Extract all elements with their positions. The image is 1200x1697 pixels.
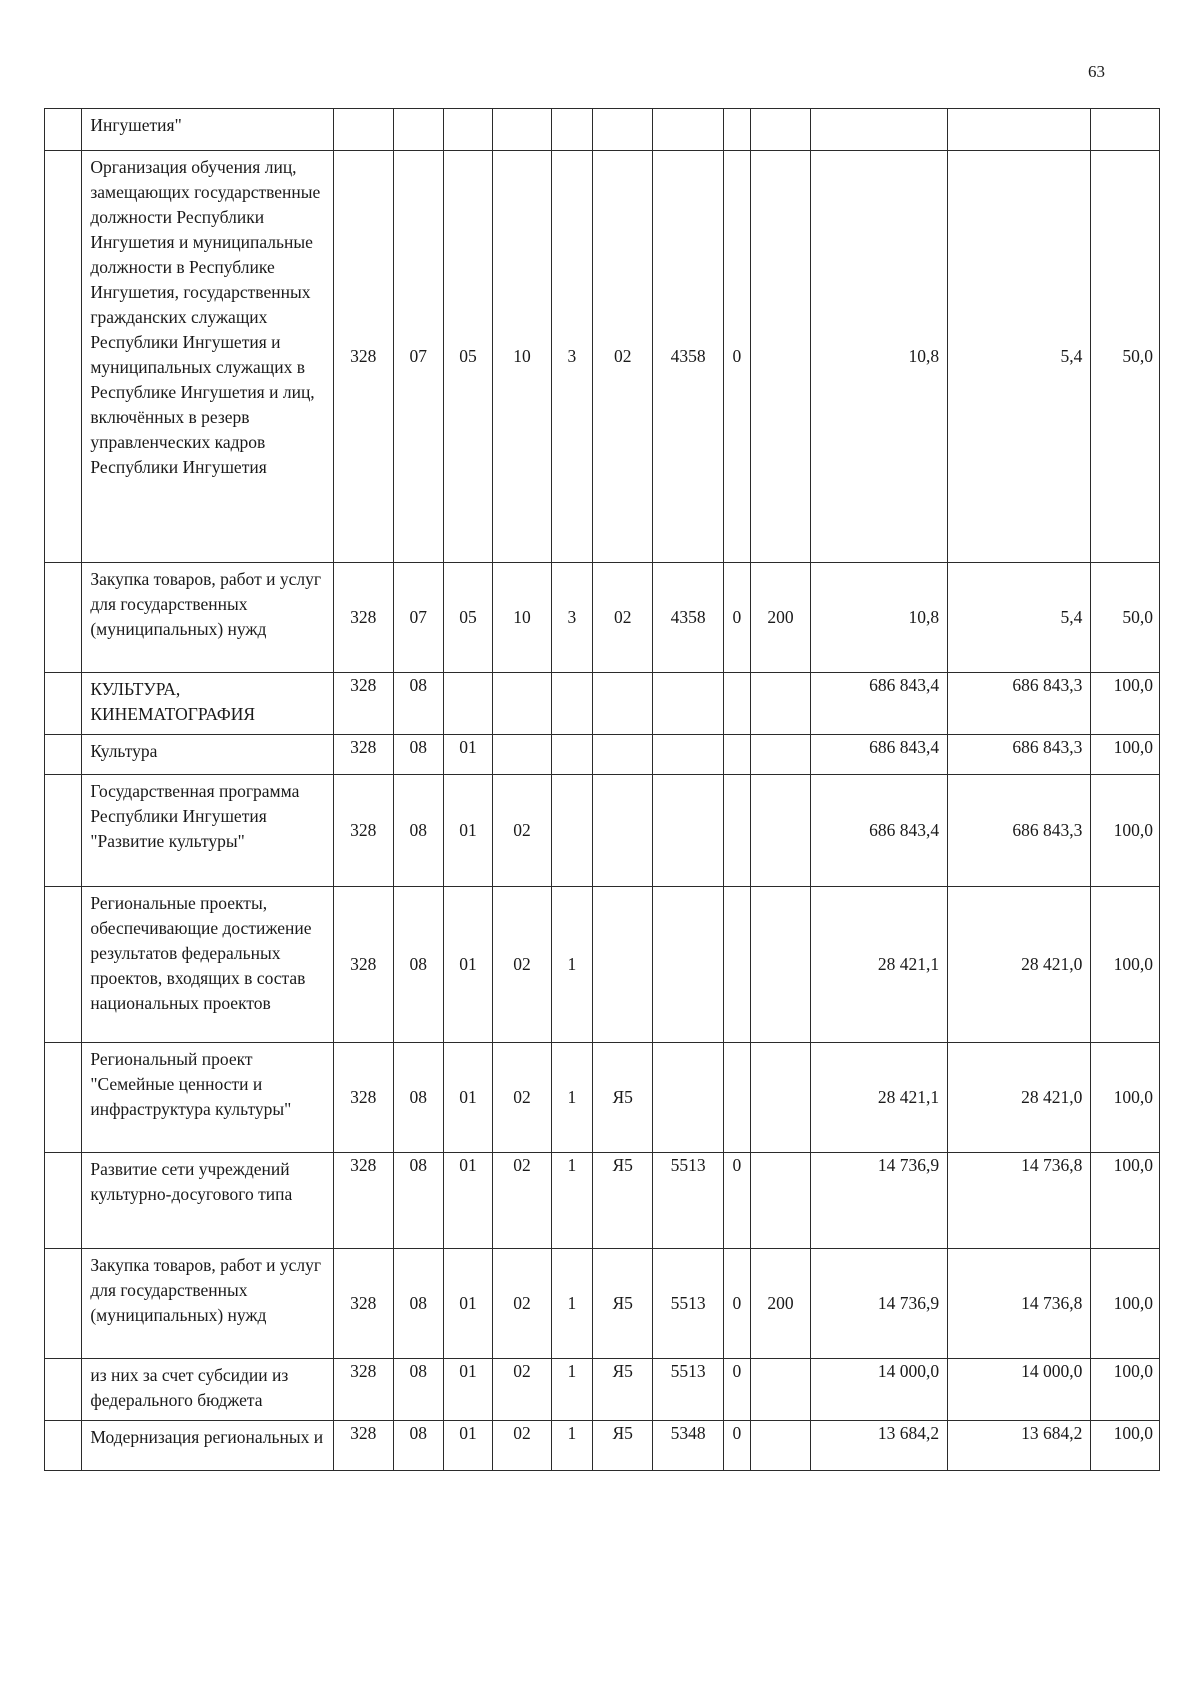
admin-code-cell: 328 [333,151,393,563]
page-number: 63 [1088,62,1105,81]
direction-suffix-cell: 0 [723,1249,750,1359]
executed-amount-cell: 14 736,8 [948,1249,1091,1359]
subsection-code-cell: 01 [443,775,493,887]
percent-cell: 100,0 [1091,673,1160,735]
executed-amount-cell: 5,4 [948,151,1091,563]
direction-code-cell [653,673,724,735]
item-name-cell: Культура [82,735,333,775]
direction-code-cell [653,735,724,775]
expense-type-cell [750,151,810,563]
program-code-cell: 02 [493,1043,551,1153]
percent-cell [1091,109,1160,151]
subsection-code-cell: 01 [443,1043,493,1153]
row-number-cell [45,735,82,775]
table-row [45,109,1160,151]
direction-suffix-cell: 0 [723,1153,750,1249]
executed-amount-cell [948,109,1091,151]
admin-code-cell: 328 [333,1359,393,1421]
section-code-cell: 08 [393,887,443,1043]
budget-table [44,108,1160,1471]
item-name-cell: Закупка товаров, работ и услуг для государственных (муниципальных) нужд [82,1249,333,1359]
event-code-cell [593,775,653,887]
expense-type-cell [750,775,810,887]
event-code-cell: Я5 [593,1249,653,1359]
executed-amount-cell: 14 736,8 [948,1153,1091,1249]
expense-type-cell [750,1043,810,1153]
section-code-cell [393,109,443,151]
program-code-cell: 02 [493,1153,551,1249]
item-name-cell: Организация обучения лиц, замещающих государственные должности Республики Ингушетия и муниципальные должности в Республике Ингушетия, государственных гражданских служащих Республики Ингушетия и муниципальных служащих в Республике Ингушетия и лиц, включённых в резерв управленческих кадров Республики Ингушетия [82,151,333,563]
direction-suffix-cell: 0 [723,151,750,563]
subprogram-code-cell [551,735,593,775]
planned-amount-cell: 14 736,9 [811,1153,948,1249]
row-number-cell [45,1043,82,1153]
subprogram-code-cell [551,673,593,735]
planned-amount-cell: 10,8 [811,563,948,673]
section-code-cell: 07 [393,151,443,563]
subsection-code-cell: 01 [443,1153,493,1249]
event-code-cell: Я5 [593,1043,653,1153]
planned-amount-cell: 686 843,4 [811,735,948,775]
program-code-cell: 02 [493,1421,551,1471]
executed-amount-cell: 5,4 [948,563,1091,673]
event-code-cell [593,887,653,1043]
table-row [45,887,1160,1043]
expense-type-cell [750,887,810,1043]
planned-amount-cell: 28 421,1 [811,1043,948,1153]
item-name-cell: Ингушетия" [82,109,333,151]
section-code-cell: 08 [393,1421,443,1471]
program-code-cell [493,109,551,151]
section-code-cell: 08 [393,1153,443,1249]
subprogram-code-cell: 1 [551,1421,593,1471]
row-number-cell [45,775,82,887]
direction-suffix-cell: 0 [723,1359,750,1421]
row-number-cell [45,1359,82,1421]
admin-code-cell: 328 [333,1043,393,1153]
row-number-cell [45,563,82,673]
event-code-cell: Я5 [593,1153,653,1249]
item-name-cell: из них за счет субсидии из федерального бюджета [82,1359,333,1421]
percent-cell: 100,0 [1091,1421,1160,1471]
admin-code-cell: 328 [333,673,393,735]
percent-cell: 50,0 [1091,563,1160,673]
planned-amount-cell: 13 684,2 [811,1421,948,1471]
direction-suffix-cell [723,673,750,735]
row-number-cell [45,887,82,1043]
table-row [45,673,1160,735]
subprogram-code-cell: 1 [551,1249,593,1359]
program-code-cell [493,735,551,775]
row-number-cell [45,673,82,735]
expense-type-cell [750,1153,810,1249]
table-row [45,1153,1160,1249]
direction-suffix-cell [723,887,750,1043]
direction-code-cell: 5513 [653,1249,724,1359]
subsection-code-cell [443,109,493,151]
event-code-cell [593,673,653,735]
direction-suffix-cell [723,1043,750,1153]
direction-code-cell: 5513 [653,1359,724,1421]
planned-amount-cell: 14 736,9 [811,1249,948,1359]
section-code-cell: 08 [393,673,443,735]
direction-code-cell: 5513 [653,1153,724,1249]
expense-type-cell [750,1359,810,1421]
table-body [45,109,1160,1471]
program-code-cell: 02 [493,887,551,1043]
planned-amount-cell: 686 843,4 [811,673,948,735]
table-row [45,151,1160,563]
section-code-cell: 08 [393,775,443,887]
table-row [45,1043,1160,1153]
subprogram-code-cell [551,775,593,887]
executed-amount-cell: 686 843,3 [948,673,1091,735]
direction-suffix-cell [723,735,750,775]
planned-amount-cell [811,109,948,151]
event-code-cell [593,735,653,775]
table-row [45,775,1160,887]
item-name-cell: Региональные проекты, обеспечивающие достижение результатов федеральных проектов, входящих в состав национальных проектов [82,887,333,1043]
item-name-cell: Региональный проект "Семейные ценности и инфраструктура культуры" [82,1043,333,1153]
row-number-cell [45,1153,82,1249]
section-code-cell: 08 [393,735,443,775]
subprogram-code-cell: 1 [551,1153,593,1249]
table-row [45,1359,1160,1421]
expense-type-cell [750,735,810,775]
subsection-code-cell: 01 [443,1359,493,1421]
admin-code-cell: 328 [333,887,393,1043]
subprogram-code-cell: 1 [551,1359,593,1421]
planned-amount-cell: 28 421,1 [811,887,948,1043]
event-code-cell: 02 [593,151,653,563]
expense-type-cell [750,1421,810,1471]
event-code-cell: Я5 [593,1359,653,1421]
section-code-cell: 08 [393,1249,443,1359]
executed-amount-cell: 13 684,2 [948,1421,1091,1471]
admin-code-cell: 328 [333,775,393,887]
executed-amount-cell: 686 843,3 [948,775,1091,887]
direction-suffix-cell: 0 [723,563,750,673]
subprogram-code-cell [551,109,593,151]
direction-code-cell [653,887,724,1043]
subsection-code-cell: 05 [443,151,493,563]
section-code-cell: 08 [393,1043,443,1153]
event-code-cell: Я5 [593,1421,653,1471]
admin-code-cell: 328 [333,1153,393,1249]
expense-type-cell: 200 [750,1249,810,1359]
percent-cell: 100,0 [1091,1249,1160,1359]
direction-suffix-cell [723,109,750,151]
admin-code-cell: 328 [333,1249,393,1359]
table-row [45,1421,1160,1471]
percent-cell: 50,0 [1091,151,1160,563]
subprogram-code-cell: 1 [551,1043,593,1153]
section-code-cell: 07 [393,563,443,673]
direction-code-cell: 5348 [653,1421,724,1471]
direction-code-cell [653,775,724,887]
executed-amount-cell: 686 843,3 [948,735,1091,775]
table-row [45,563,1160,673]
direction-suffix-cell [723,775,750,887]
planned-amount-cell: 14 000,0 [811,1359,948,1421]
program-code-cell: 10 [493,563,551,673]
percent-cell: 100,0 [1091,1153,1160,1249]
direction-code-cell: 4358 [653,563,724,673]
subprogram-code-cell: 1 [551,887,593,1043]
expense-type-cell [750,673,810,735]
direction-suffix-cell: 0 [723,1421,750,1471]
subsection-code-cell: 05 [443,563,493,673]
executed-amount-cell: 28 421,0 [948,1043,1091,1153]
subsection-code-cell: 01 [443,1421,493,1471]
expense-type-cell [750,109,810,151]
executed-amount-cell: 28 421,0 [948,887,1091,1043]
percent-cell: 100,0 [1091,1359,1160,1421]
subsection-code-cell: 01 [443,735,493,775]
event-code-cell [593,109,653,151]
subprogram-code-cell: 3 [551,151,593,563]
expense-type-cell: 200 [750,563,810,673]
row-number-cell [45,1421,82,1471]
admin-code-cell [333,109,393,151]
row-number-cell [45,1249,82,1359]
row-number-cell [45,109,82,151]
program-code-cell: 02 [493,775,551,887]
row-number-cell [45,151,82,563]
direction-code-cell [653,1043,724,1153]
section-code-cell: 08 [393,1359,443,1421]
item-name-cell: КУЛЬТУРА, КИНЕМАТОГРАФИЯ [82,673,333,735]
item-name-cell: Развитие сети учреждений культурно-досугового типа [82,1153,333,1249]
direction-code-cell [653,109,724,151]
subsection-code-cell: 01 [443,887,493,1043]
program-code-cell: 02 [493,1249,551,1359]
admin-code-cell: 328 [333,1421,393,1471]
planned-amount-cell: 686 843,4 [811,775,948,887]
table-row [45,1249,1160,1359]
executed-amount-cell: 14 000,0 [948,1359,1091,1421]
admin-code-cell: 328 [333,735,393,775]
program-code-cell: 10 [493,151,551,563]
item-name-cell: Закупка товаров, работ и услуг для государственных (муниципальных) нужд [82,563,333,673]
planned-amount-cell: 10,8 [811,151,948,563]
table-row [45,735,1160,775]
percent-cell: 100,0 [1091,735,1160,775]
event-code-cell: 02 [593,563,653,673]
item-name-cell: Государственная программа Республики Ингушетия "Развитие культуры" [82,775,333,887]
percent-cell: 100,0 [1091,775,1160,887]
direction-code-cell: 4358 [653,151,724,563]
item-name-cell: Модернизация региональных и [82,1421,333,1471]
program-code-cell [493,673,551,735]
subsection-code-cell: 01 [443,1249,493,1359]
subprogram-code-cell: 3 [551,563,593,673]
subsection-code-cell [443,673,493,735]
program-code-cell: 02 [493,1359,551,1421]
percent-cell: 100,0 [1091,887,1160,1043]
admin-code-cell: 328 [333,563,393,673]
percent-cell: 100,0 [1091,1043,1160,1153]
